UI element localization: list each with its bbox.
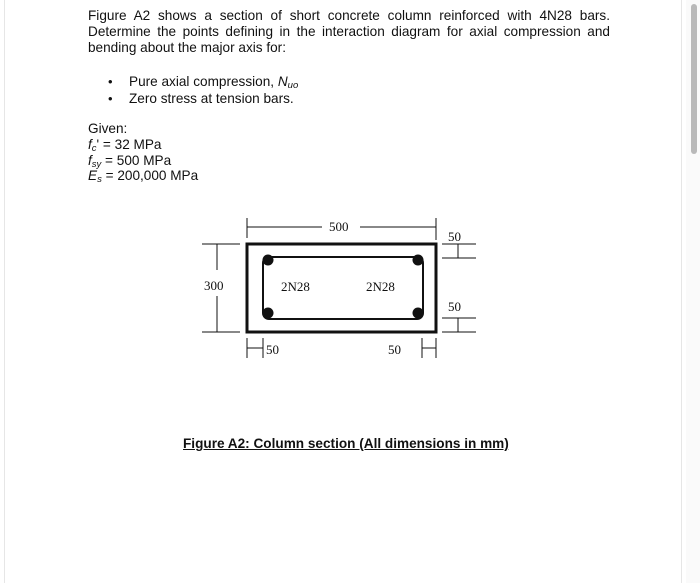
given-fc: $f_c' = 32$ MPa xyxy=(88,136,162,154)
bullet-icon: • xyxy=(108,74,113,89)
problem-statement: Figure A2 shows a section of short concrete column reinforced with 4N28 bars. Determine the points defining in the interaction diagram for axial compression and bending about the major axis for: xyxy=(88,8,610,55)
cover-bottom-right-label: 50 xyxy=(448,299,461,314)
bullet-item: • Zero stress at tension bars. xyxy=(108,90,294,106)
cover-bottom-left-label: 50 xyxy=(266,342,279,357)
bar-top-left xyxy=(263,255,274,266)
bar-bottom-right xyxy=(413,308,424,319)
bars-right-label: 2N28 xyxy=(366,279,395,294)
cover-top-right-label: 50 xyxy=(448,229,461,244)
figure-caption: Figure A2: Column section (All dimensions in mm) xyxy=(183,436,509,451)
bar-top-right xyxy=(413,255,424,266)
cover-bottom-mid-label: 50 xyxy=(388,342,401,357)
cover-dimension-right xyxy=(442,244,476,332)
given-es: $E_s = 200,000$ MPa xyxy=(88,168,199,186)
bar-bottom-left xyxy=(263,308,274,319)
bars-left-label: 2N28 xyxy=(281,279,310,294)
given-fsy: $f_{sy} = 500$ MPa xyxy=(88,152,172,170)
bullet-item: • Pure axial compression, $N_{uo}$ xyxy=(108,74,299,91)
given-heading: Given: xyxy=(88,121,128,136)
width-label: 500 xyxy=(329,219,349,234)
bullet-icon: • xyxy=(108,90,113,106)
height-label: 300 xyxy=(204,278,224,293)
